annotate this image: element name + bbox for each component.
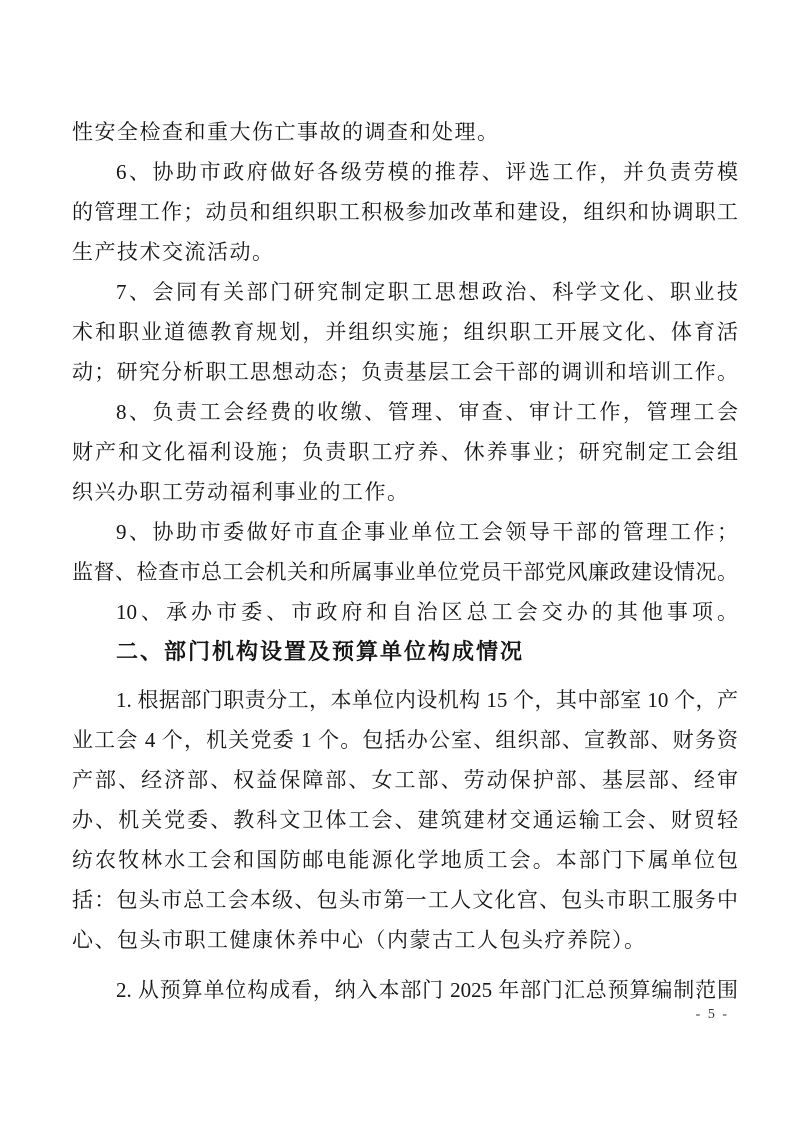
text-line: 括：包头市总工会本级、包头市第一工人文化宫、包头市职工服务中: [72, 888, 738, 912]
text-line: 织兴办职工劳动福利事业的工作。: [72, 480, 410, 504]
text-line: 7、会同有关部门研究制定职工思想政治、科学文化、职业技: [116, 280, 738, 304]
text-line: 6、协助市政府做好各级劳模的推荐、评选工作，并负责劳模: [116, 160, 738, 184]
text-line: 1. 根据部门职责分工，本单位内设机构 15 个，其中部室 10 个，产: [116, 688, 738, 712]
section-heading: [72, 632, 738, 672]
text-line: 监督、检查市总工会机关和所属事业单位党员干部党风廉政建设情况。: [72, 560, 738, 584]
text-line: 8、负责工会经费的收缴、管理、审查、审计工作，管理工会: [116, 400, 738, 424]
paragraph: [72, 680, 738, 960]
text-line: 2. 从预算单位构成看，纳入本部门 2025 年部门汇总预算编制范围: [116, 978, 738, 1002]
text-line: 9、协助市委做好市直企事业单位工会领导干部的管理工作；: [116, 520, 738, 544]
text-line: 10、承办市委、市政府和自治区总工会交办的其他事项。: [116, 600, 738, 624]
paragraph: [72, 512, 738, 592]
paragraph: [72, 392, 738, 512]
text-line: 动；研究分析职工思想动态；负责基层工会干部的调训和培训工作。: [72, 360, 738, 384]
text-line: 性安全检查和重大伤亡事故的调查和处理。: [72, 120, 500, 144]
paragraph: [72, 112, 738, 152]
page-number: - 5 -: [695, 1007, 729, 1022]
text-line: 二、部门机构设置及预算单位构成情况: [116, 639, 525, 664]
text-line: 的管理工作；动员和组织职工积极参加改革和建设，组织和协调职工: [72, 200, 738, 224]
paragraph: [72, 152, 738, 272]
text-line: 财产和文化福利设施；负责职工疗养、休养事业；研究制定工会组: [72, 440, 738, 464]
text-line: 业工会 4 个，机关党委 1 个。包括办公室、组织部、宣教部、财务资: [72, 728, 738, 752]
paragraph: [72, 970, 738, 1010]
text-line: 心、包头市职工健康休养中心（内蒙古工人包头疗养院）。: [72, 928, 647, 952]
text-body: [72, 112, 738, 1010]
paragraph: [72, 272, 738, 392]
text-line: 产部、经济部、权益保障部、女工部、劳动保护部、基层部、经审: [72, 768, 738, 792]
text-line: 生产技术交流活动。: [72, 240, 275, 264]
paragraph: [72, 592, 738, 632]
text-line: 纺农牧林水工会和国防邮电能源化学地质工会。本部门下属单位包: [72, 848, 738, 872]
text-line: 办、机关党委、教科文卫体工会、建筑建材交通运输工会、财贸轻: [72, 808, 738, 832]
text-line: 术和职业道德教育规划，并组织实施；组织职工开展文化、体育活: [72, 320, 738, 344]
